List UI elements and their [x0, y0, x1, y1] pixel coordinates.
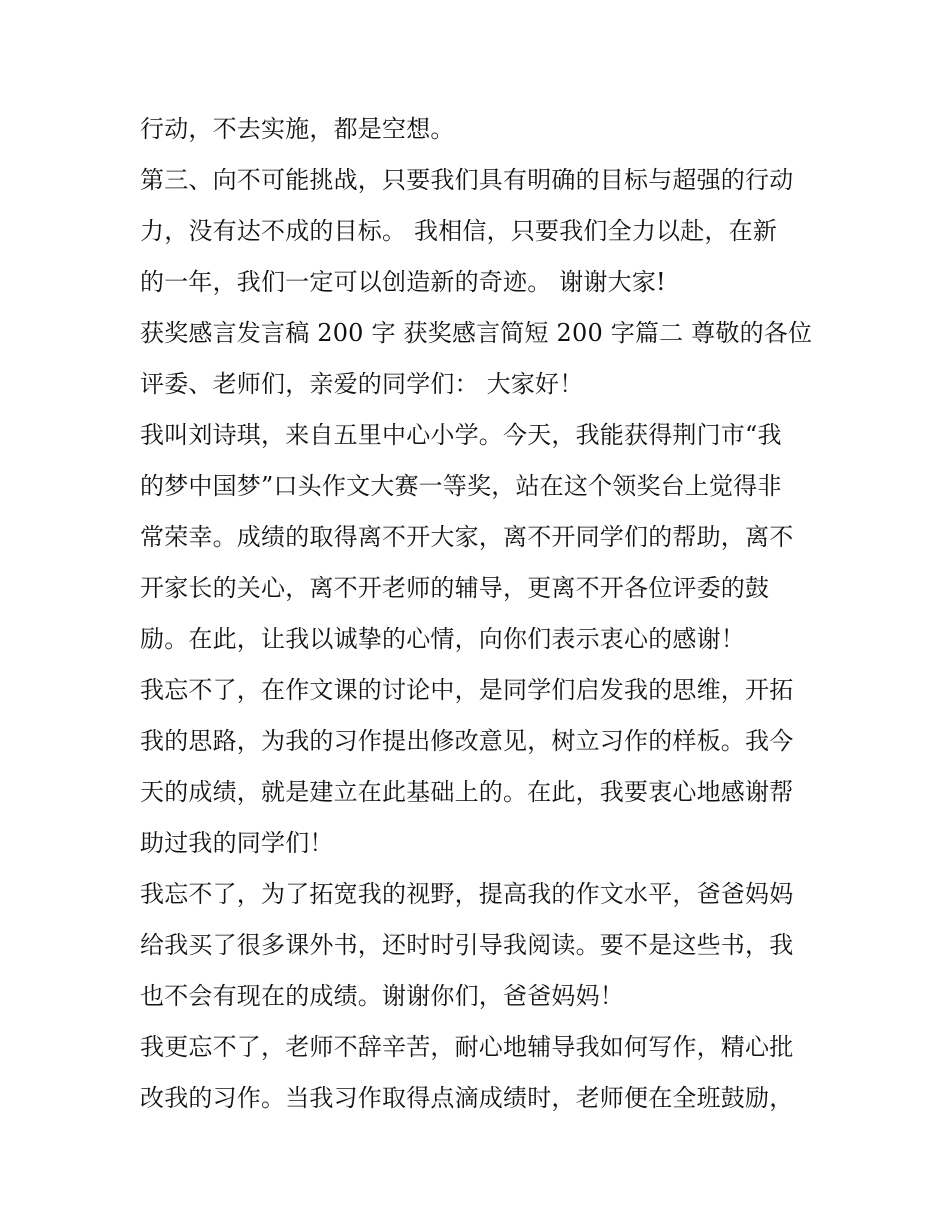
- text-line: 评委、老师们，亲爱的同学们： 大家好！: [140, 370, 584, 398]
- text-line: 行动，不去实施，都是空想。: [140, 115, 455, 143]
- text-line: 助过我的同学们！: [140, 829, 334, 857]
- text-line: 也不会有现在的成绩。谢谢你们，爸爸妈妈！: [140, 982, 624, 1010]
- text-line: 天的成绩，就是建立在此基础上的。在此，我要衷心地感谢帮: [140, 778, 794, 806]
- text-line: 励。在此，让我以诚挚的心情，向你们表示衷心的感谢！: [140, 625, 745, 653]
- text-line: 改我的习作。当我习作取得点滴成绩时，老师便在全班鼓励，: [140, 1084, 794, 1112]
- text-line: 第三、向不可能挑战，只要我们具有明确的目标与超强的行动: [140, 166, 794, 194]
- text-line: 我忘不了，为了拓宽我的视野，提高我的作文水平，爸爸妈妈: [140, 880, 794, 908]
- document-body: [140, 104, 820, 1124]
- text-line: 给我买了很多课外书，还时时引导我阅读。要不是这些书，我: [140, 931, 794, 959]
- text-line: 的梦中国梦”口头作文大赛一等奖，站在这个领奖台上觉得非: [140, 472, 782, 500]
- text-line: 我的思路，为我的习作提出修改意见，树立习作的样板。我今: [140, 727, 794, 755]
- text-line: 我忘不了，在作文课的讨论中，是同学们启发我的思维，开拓: [140, 676, 794, 704]
- text-line: 力，没有达不成的目标。 我相信，只要我们全力以赴，在新: [140, 217, 778, 245]
- text-line: 常荣幸。成绩的取得离不开大家，离不开同学们的帮助，离不: [140, 523, 794, 551]
- text-line: 获奖感言发言稿 200 字 获奖感言简短 200 字篇二 尊敬的各位: [140, 319, 813, 347]
- text-line: 我更忘不了，老师不辞辛苦，耐心地辅导我如何写作，精心批: [140, 1033, 794, 1061]
- text-line: 我叫刘诗琪，来自五里中心小学。今天，我能获得荆门市“我: [140, 421, 782, 449]
- text-line: 开家长的关心，离不开老师的辅导，更离不开各位评委的鼓: [140, 574, 770, 602]
- text-line: 的一年，我们一定可以创造新的奇迹。 谢谢大家!: [140, 268, 666, 296]
